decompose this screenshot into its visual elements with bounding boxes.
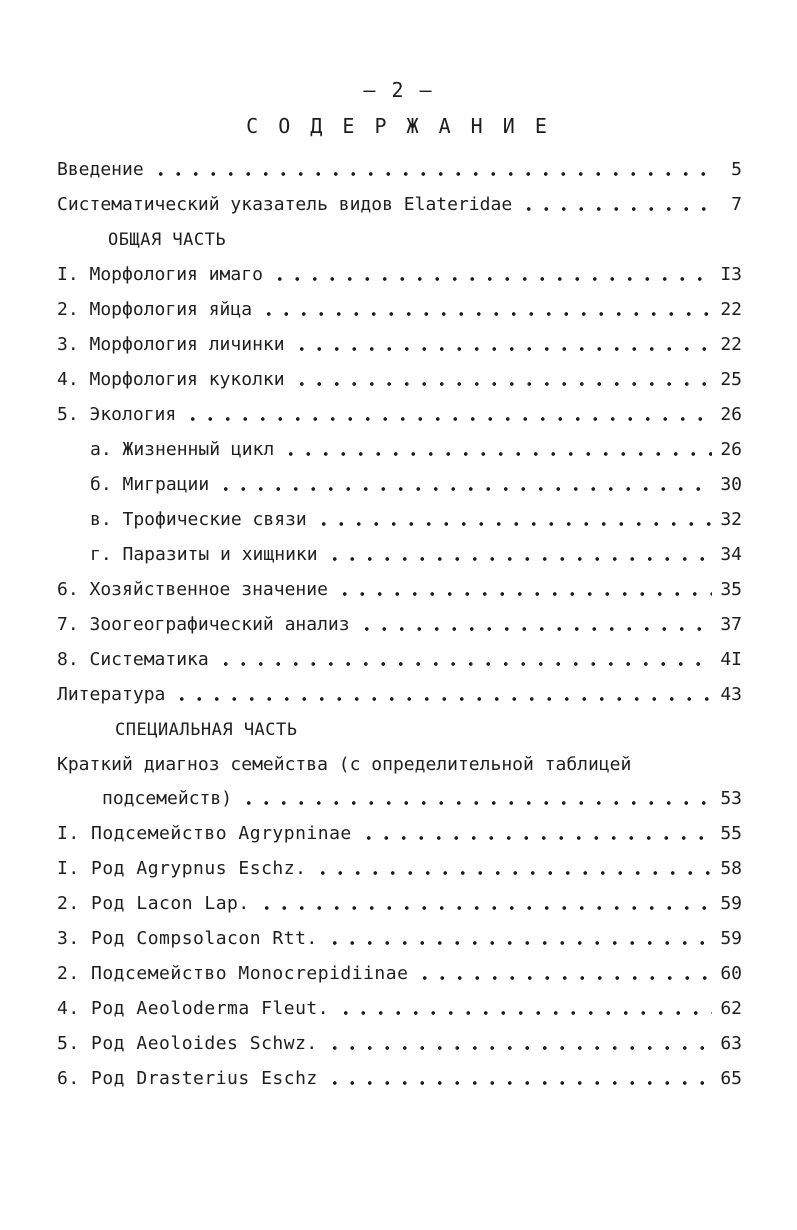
toc-entry-page: 58 (720, 858, 742, 879)
dot-leader (258, 905, 712, 911)
dot-leader (336, 591, 712, 597)
toc-entry-label: 3. Род Compsolacon Rtt. (57, 928, 318, 949)
dot-leader (315, 521, 712, 527)
toc-entry-label: а. Жизненный цикл (90, 439, 275, 460)
diagnosis-line: Краткий диагноз семейства (с определительной таблицей (57, 754, 632, 775)
toc-entry-page: 53 (720, 788, 742, 809)
dot-leader (217, 486, 712, 492)
toc-entry-page: 30 (720, 474, 742, 495)
toc-entry-label: 6. Хозяйственное значение (57, 579, 328, 600)
toc-entry-page: 37 (720, 614, 742, 635)
toc-entry-label: 7. Зоогеографический анализ (57, 614, 350, 635)
toc-entry (57, 890, 742, 918)
toc-subentry (90, 471, 742, 499)
toc-entry-label: I. Род Agrypnus Eschz. (57, 858, 307, 879)
dot-leader (152, 171, 712, 177)
dot-leader (337, 1010, 712, 1016)
dot-leader (217, 661, 712, 667)
dot-leader (240, 800, 712, 806)
toc-entry (57, 576, 742, 604)
dot-leader (360, 835, 712, 841)
toc-entry-label: 2. Морфология яйца (57, 299, 253, 320)
toc-entry (57, 261, 742, 289)
toc-entry (57, 1030, 742, 1058)
toc-entry-label: 8. Систематика (57, 649, 209, 670)
dot-leader (184, 416, 712, 422)
toc-entry (57, 611, 742, 639)
toc-subentry (90, 506, 742, 534)
dot-leader (416, 975, 712, 981)
toc-entry-page: 22 (720, 299, 742, 320)
section-heading-general: ОБЩАЯ ЧАСТЬ (108, 230, 227, 250)
toc-entry (57, 995, 742, 1023)
page-title: С О Д Е Р Ж А Н И Е (246, 114, 551, 138)
dot-leader (520, 206, 712, 212)
toc-entry (57, 156, 742, 184)
dot-leader (326, 1045, 712, 1051)
dot-leader (314, 870, 712, 876)
toc-entry (57, 191, 742, 219)
toc-entry-label: Введение (57, 159, 144, 180)
toc-entry (57, 1065, 742, 1093)
toc-entry-page: 4I (720, 649, 742, 670)
toc-entry-page: 32 (720, 509, 742, 530)
toc-entry (57, 925, 742, 953)
toc-entry-page: 55 (720, 823, 742, 844)
dot-leader (293, 381, 712, 387)
toc-subentry (90, 436, 742, 464)
toc-entry-label: г. Паразиты и хищники (90, 544, 318, 565)
toc-entry-label: 4. Род Aeoloderma Fleut. (57, 998, 330, 1019)
toc-entry-label: 4. Морфология куколки (57, 369, 285, 390)
toc-entry-page: 34 (720, 544, 742, 565)
toc-entry (57, 401, 742, 429)
toc-entry-page: 59 (720, 893, 742, 914)
dot-leader (260, 311, 712, 317)
toc-entry-label: в. Трофические связи (90, 509, 307, 530)
dot-leader (282, 451, 712, 457)
toc-entry (57, 681, 742, 709)
toc-entry-label: I. Подсемейство Agrypninae (57, 823, 352, 844)
toc-entry-label: 2. Подсемейство Monocrepidiinae (57, 963, 409, 984)
toc-entry-page: 5 (731, 159, 742, 180)
toc-entry-label: 5. Род Aeoloides Schwz. (57, 1033, 318, 1054)
toc-entry-page: 35 (720, 579, 742, 600)
toc-entry (57, 331, 742, 359)
dot-leader (358, 626, 712, 632)
dot-leader (326, 556, 712, 562)
toc-entry-label: подсемейств) (102, 788, 233, 809)
toc-entry-page: 26 (720, 404, 742, 425)
toc-entry-page: 65 (720, 1068, 742, 1089)
toc-subentry (90, 541, 742, 569)
toc-entry-page: 7 (731, 194, 742, 215)
toc-entry-label: 6. Род Drasterius Eschz (57, 1068, 318, 1089)
dot-leader (271, 276, 712, 282)
dot-leader (326, 1080, 712, 1086)
toc-entry (57, 646, 742, 674)
dot-leader (293, 346, 712, 352)
toc-entry-label: 3. Морфология личинки (57, 334, 285, 355)
toc-entry-label: 2. Род Lacon Lap. (57, 893, 250, 914)
toc-entry-label: Систематический указатель видов Elateridae (57, 194, 513, 215)
dot-leader (173, 696, 712, 702)
toc-entry-page: 63 (720, 1033, 742, 1054)
toc-entry-page: 25 (720, 369, 742, 390)
toc-entry (57, 296, 742, 324)
toc-entry-label: Литература (57, 684, 166, 705)
toc-entry-label: I. Морфология имаго (57, 264, 263, 285)
toc-entry (57, 960, 742, 988)
toc-entry-page: 59 (720, 928, 742, 949)
dot-leader (326, 940, 712, 946)
toc-entry-label: 5. Экология (57, 404, 177, 425)
toc-entry-page: 43 (720, 684, 742, 705)
toc-entry-page: 60 (720, 963, 742, 984)
toc-entry-page: 22 (720, 334, 742, 355)
toc-entry-page: I3 (720, 264, 742, 285)
toc-entry (102, 785, 742, 813)
toc-entry (57, 366, 742, 394)
toc-entry (57, 855, 742, 883)
toc-entry (57, 820, 742, 848)
toc-entry-label: б. Миграции (90, 474, 210, 495)
toc-entry-page: 62 (720, 998, 742, 1019)
page-number: – 2 – (363, 78, 434, 102)
section-heading-special: СПЕЦИАЛЬНАЯ ЧАСТЬ (115, 720, 298, 740)
toc-entry-page: 26 (720, 439, 742, 460)
